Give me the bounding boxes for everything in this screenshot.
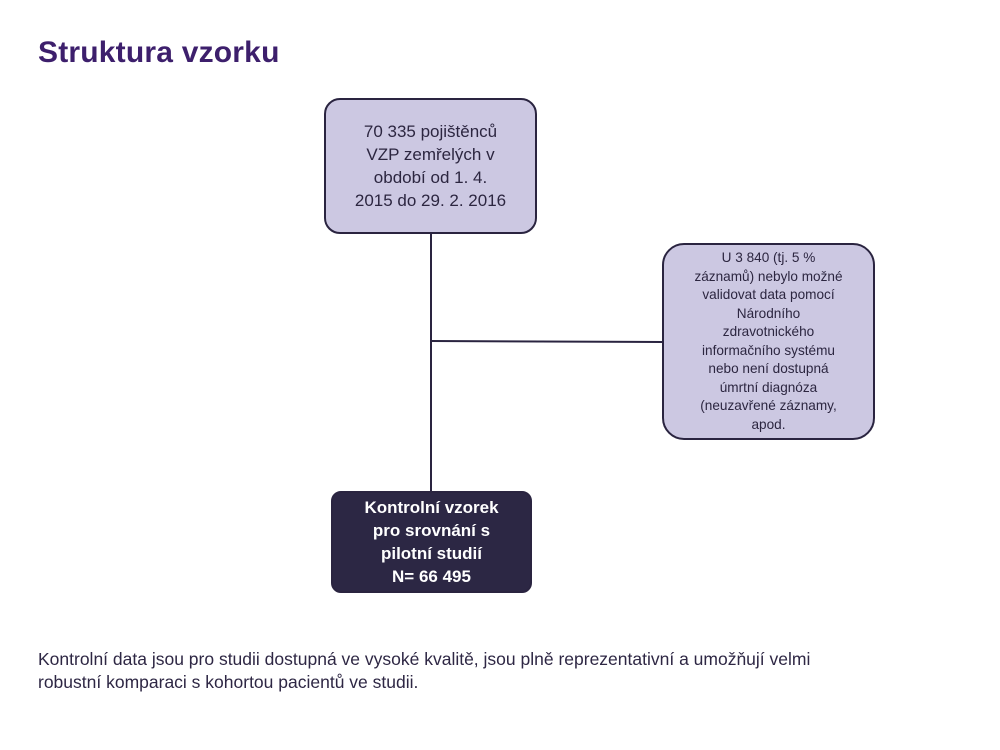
- excluded-line: záznamů) nebylo možné: [694, 268, 843, 284]
- footer-note: [38, 648, 938, 694]
- footer-line-1: Kontrolní data jsou pro studii dostupná ve vysoké kvalitě, jsou plně reprezentativní a umožňují velmi: [38, 649, 811, 669]
- excluded-line: apod.: [751, 416, 786, 432]
- slide-title: Struktura vzorku: [38, 36, 280, 69]
- population-box: [324, 98, 537, 234]
- excluded-line: Národního: [736, 305, 801, 321]
- control-sample-line: pro srovnání s: [372, 521, 491, 540]
- excluded-line: validovat data pomocí: [702, 287, 835, 302]
- excluded-line: zdravotnického: [722, 324, 815, 339]
- excluded-line: informačního systému: [702, 342, 835, 358]
- control-sample-line: Kontrolní vzorek: [364, 498, 499, 517]
- footer-line-2: robustní komparaci s kohortou pacientů ve studii.: [38, 672, 419, 692]
- control-sample-line: pilotní studií: [380, 544, 483, 563]
- population-line: VZP zemřelých v: [366, 145, 495, 164]
- excluded-line: (neuzavřené záznamy,: [700, 398, 837, 413]
- excluded-line: úmrtní diagnóza: [719, 379, 818, 395]
- horizontal-connector: [431, 341, 662, 342]
- excluded-line: U 3 840 (tj. 5 %: [721, 250, 816, 265]
- excluded-records-box: [662, 243, 875, 440]
- control-sample-line: N= 66 495: [392, 567, 471, 586]
- population-line: období od 1. 4.: [373, 168, 488, 187]
- population-line: 70 335 pojištěnců: [363, 122, 498, 141]
- population-line: 2015 do 29. 2. 2016: [354, 191, 507, 210]
- control-sample-box: [331, 491, 532, 593]
- excluded-line: nebo není dostupná: [708, 361, 829, 376]
